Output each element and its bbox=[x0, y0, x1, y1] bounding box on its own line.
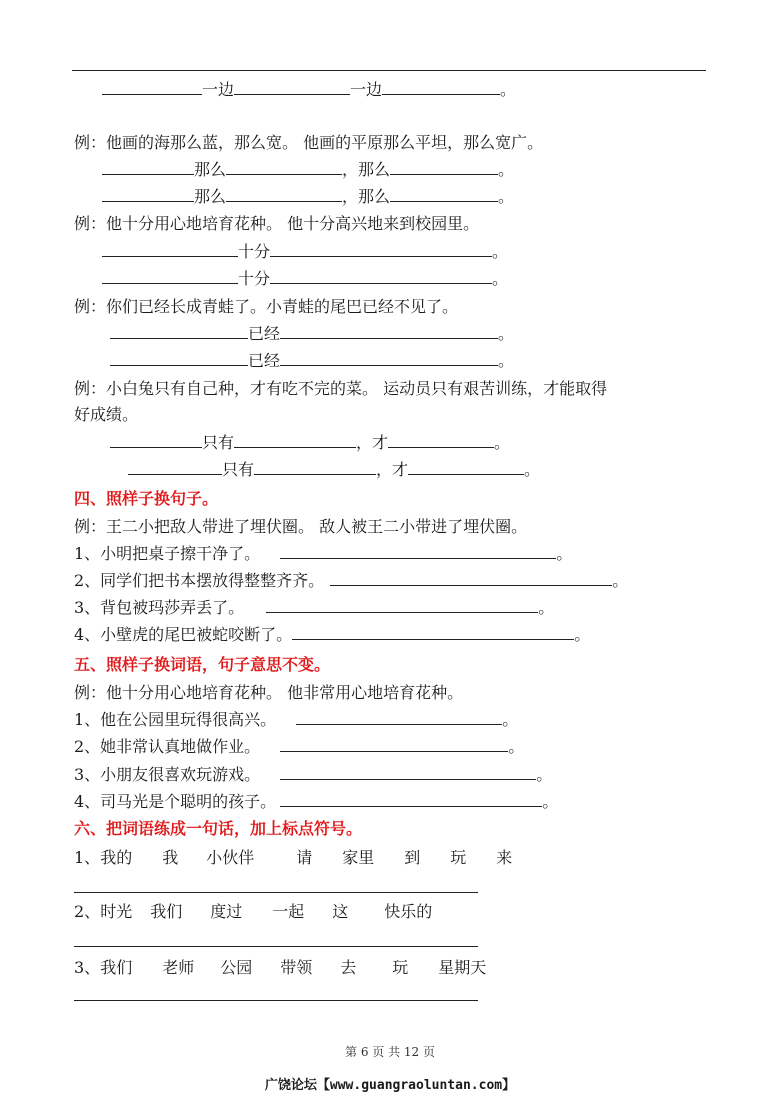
example-sentence-cont: 好成绩。 bbox=[74, 405, 139, 424]
pattern-word: 一边 bbox=[350, 80, 383, 99]
answer-line bbox=[74, 892, 478, 893]
exercise-item: 2、同学们把书本摆放得整整齐齐。 。 bbox=[74, 571, 629, 590]
word-list: 2、时光 我们 度过 一起 这 快乐的 bbox=[74, 902, 433, 921]
word-list: 1、我的 我 小伙伴 请 家里 到 玩 来 bbox=[74, 848, 513, 867]
exercise-item: 3、小朋友很喜欢玩游戏。 。 bbox=[74, 765, 553, 784]
fill-row: 已经 。 bbox=[110, 324, 514, 344]
section-heading: 六、把词语练成一句话，加上标点符号。 bbox=[74, 819, 363, 838]
section-heading: 五、照样子换词语，句子意思不变。 bbox=[74, 655, 331, 674]
fill-row: 已经 。 bbox=[110, 351, 514, 371]
exercise-item: 3、背包被玛莎弄丢了。 。 bbox=[74, 598, 555, 617]
answer-line bbox=[74, 1000, 478, 1001]
site-url[interactable]: www.guangraoluntan.com bbox=[329, 1078, 503, 1093]
fill-row: 十分 。 bbox=[102, 242, 508, 262]
example-sentence: 例：你们已经长成青蛙了。小青蛙的尾巴已经不见了。 bbox=[74, 297, 459, 316]
exercise-item: 1、他在公园里玩得很高兴。 。 bbox=[74, 710, 519, 729]
example-sentence: 例：他十分用心地培育花种。 他十分高兴地来到校园里。 bbox=[74, 214, 480, 233]
word-list: 3、我们 老师 公园 带领 去 玩 星期天 bbox=[74, 958, 487, 977]
site-watermark[interactable]: 广饶论坛【www.guangraoluntan.com】 bbox=[264, 1078, 516, 1093]
fill-row: 十分 。 bbox=[102, 269, 508, 289]
page-number: 第 6 页 共 12 页 bbox=[345, 1045, 435, 1059]
fill-row: 那么 ，那么 。 bbox=[102, 160, 514, 180]
answer-line bbox=[74, 946, 478, 947]
example-sentence: 例：他十分用心地培育花种。 他非常用心地培育花种。 bbox=[74, 683, 464, 702]
pattern-word: 一边 bbox=[202, 80, 235, 99]
section-heading: 四、照样子换句子。 bbox=[74, 489, 219, 508]
fill-row: 只有 ，才 。 bbox=[128, 460, 540, 480]
exercise-item: 2、她非常认真地做作业。 。 bbox=[74, 737, 525, 756]
example-sentence: 例：他画的海那么蓝，那么宽。 他画的平原那么平坦，那么宽广。 bbox=[74, 133, 544, 152]
exercise-item: 4、小壁虎的尾巴被蛇咬断了。 。 bbox=[74, 625, 591, 644]
pattern-row: 一边 一边 。 bbox=[102, 80, 516, 100]
exercise-item: 1、小明把桌子擦干净了。 。 bbox=[74, 544, 573, 563]
example-sentence: 例：小白兔只有自己种，才有吃不完的菜。 运动员只有艰苦训练，才能取得 bbox=[74, 379, 608, 398]
answer-line-top bbox=[72, 70, 706, 71]
example-sentence: 例：王二小把敌人带进了埋伏圈。 敌人被王二小带进了埋伏圈。 bbox=[74, 517, 528, 536]
exercise-item: 4、司马光是个聪明的孩子。 。 bbox=[74, 792, 559, 811]
fill-row: 只有 ，才 。 bbox=[110, 433, 510, 453]
fill-row: 那么 ，那么 。 bbox=[102, 187, 514, 207]
